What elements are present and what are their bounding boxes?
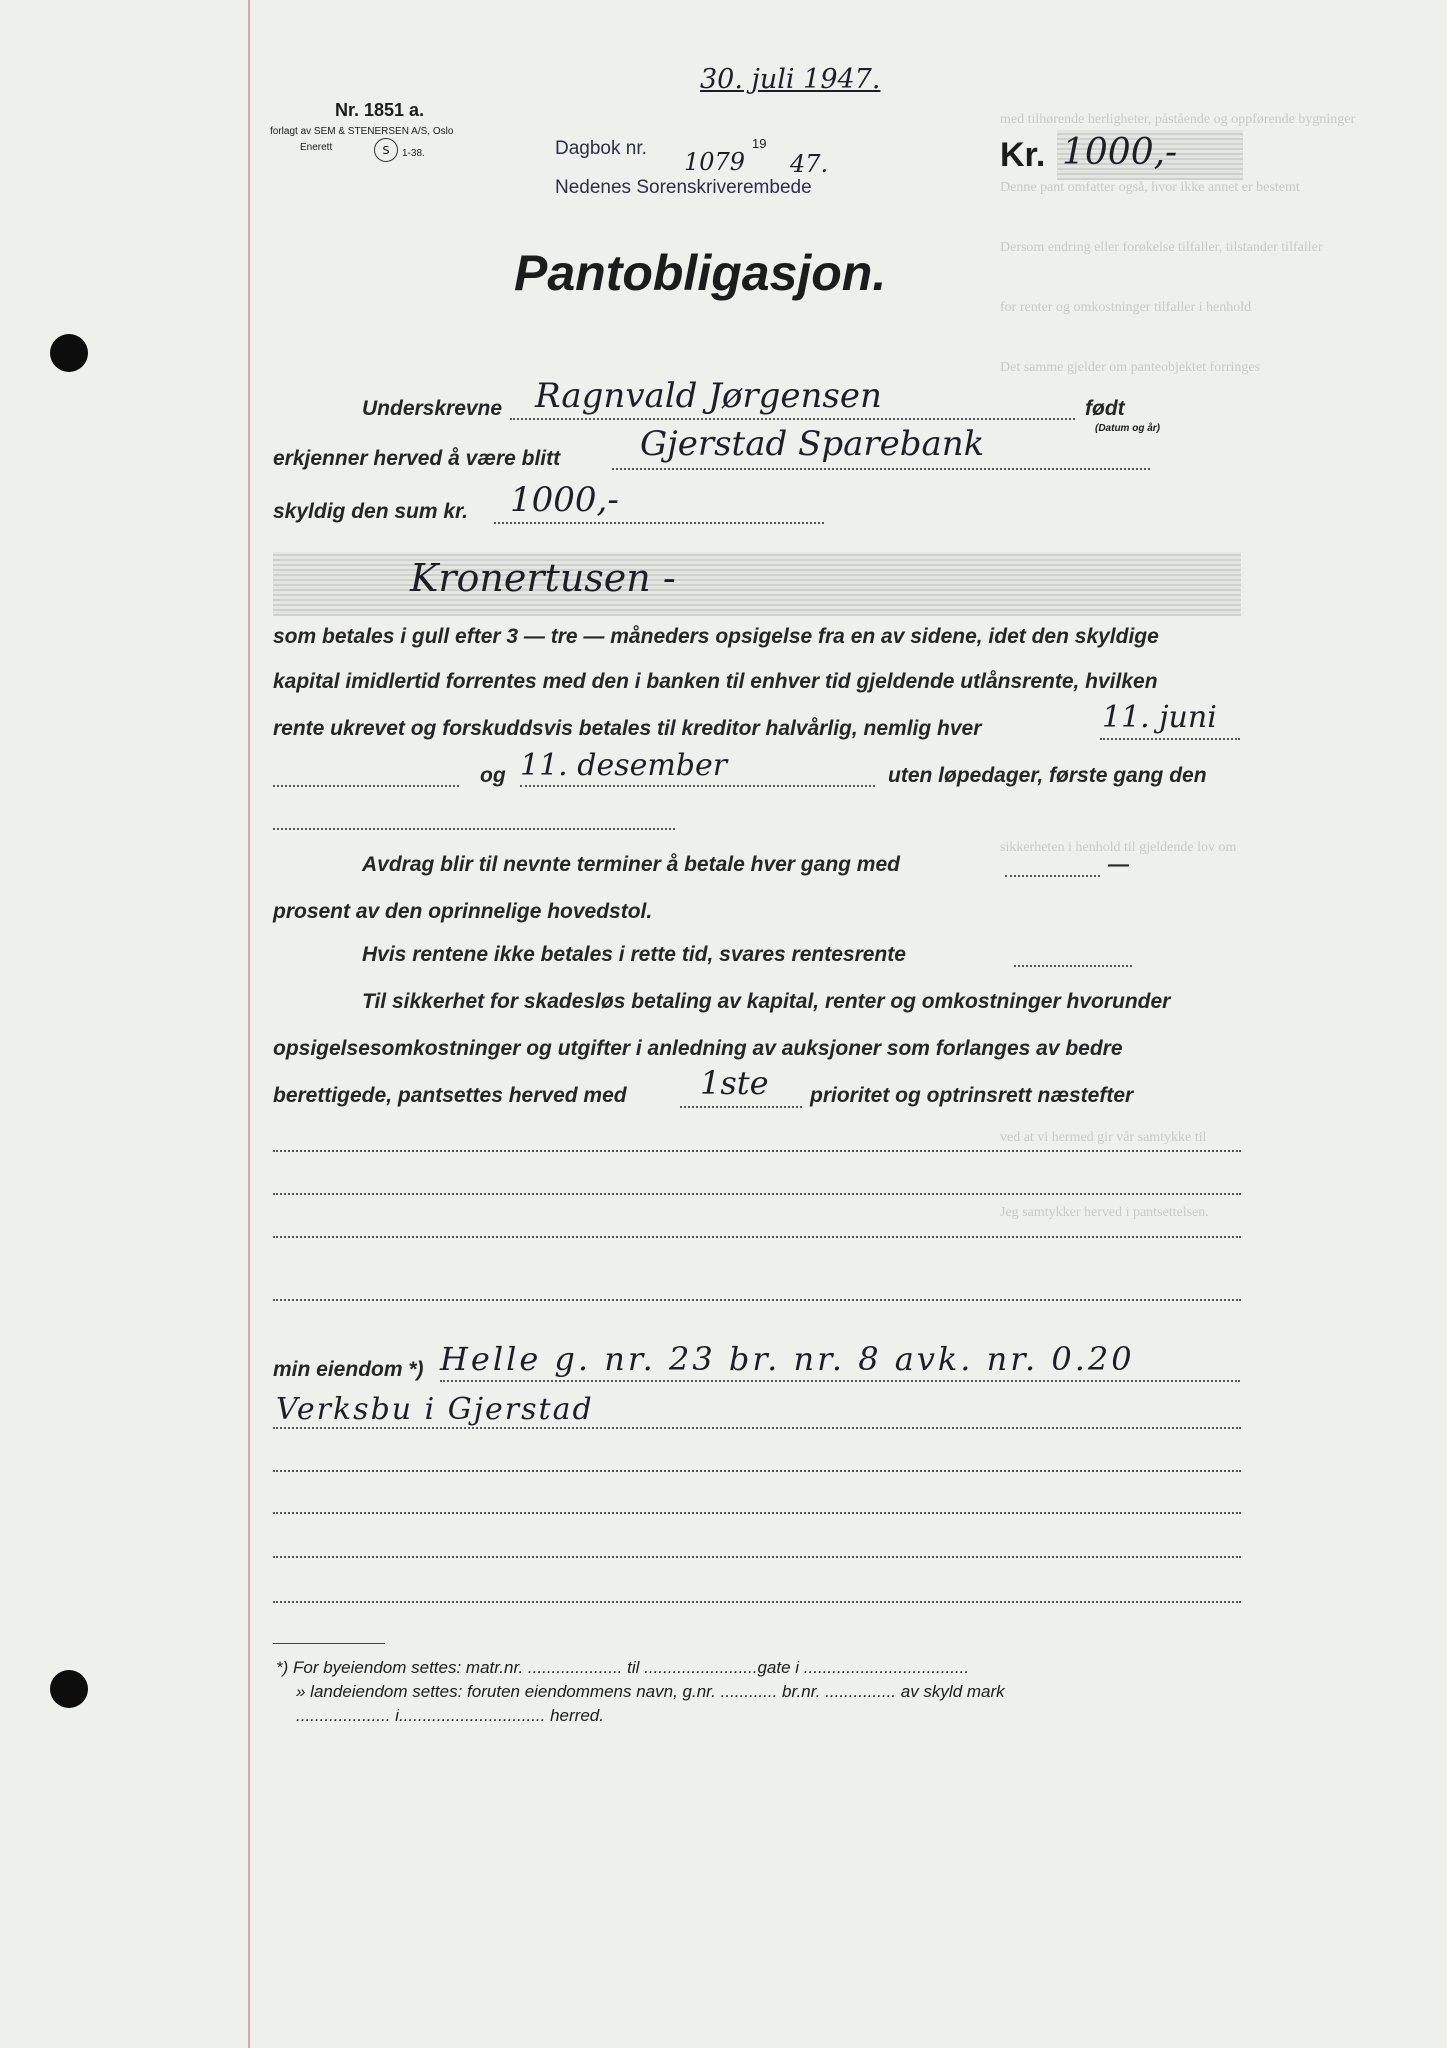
creditor-label: erkjenner herved å være blitt bbox=[273, 447, 561, 470]
security-line-1: Til sikkerhet for skadesløs betaling av kapital, renter og omkostninger hvorunder bbox=[362, 990, 1171, 1013]
property-line-6 bbox=[273, 1601, 1241, 1603]
terms-line-2: kapital imidlertid forrentes med den i banken til enhver tid gjeldende utlånsrente, hvilken bbox=[273, 670, 1158, 693]
blank-line-1 bbox=[273, 1150, 1241, 1152]
rentesrente-field-line bbox=[1014, 965, 1132, 967]
dagbok-number: 1079 bbox=[684, 148, 746, 176]
terms-line-1: som betales i gull efter 3 — tre — måneders opsigelse fra en av sidene, idet den skyldige bbox=[273, 625, 1159, 648]
terms-line-4-tail: uten løpedager, første gang den bbox=[888, 764, 1207, 787]
property-line-3 bbox=[273, 1470, 1241, 1472]
bleed-text: for renter og omkostninger tilfaller i henhold bbox=[1000, 300, 1252, 315]
berettigede-text: berettigede, pantsettes herved med bbox=[273, 1084, 627, 1107]
bleed-text: ved at vi hermed gir vår samtykke til bbox=[1000, 1130, 1207, 1145]
footnote-rule bbox=[273, 1643, 385, 1644]
date-heading: 30. juli 1947. bbox=[700, 64, 881, 95]
avdrag-text: Avdrag blir til nevnte terminer å betale hver gang med bbox=[362, 853, 900, 876]
property-field-line bbox=[440, 1380, 1240, 1382]
form-number: Nr. 1851 a. bbox=[335, 100, 425, 120]
prosent-text: prosent av den oprinnelige hovedstol. bbox=[273, 900, 653, 923]
dagbok-label: Dagbok nr. bbox=[555, 138, 647, 159]
publisher-seal-icon bbox=[374, 138, 398, 162]
creditor-field-line bbox=[612, 468, 1150, 470]
priority-tail: prioritet og optrinsrett næstefter bbox=[810, 1084, 1134, 1107]
bleed-text: Dersom endring eller forøkelse tilfaller, tilstander tilfaller bbox=[1000, 240, 1323, 255]
creditor-value[interactable]: Gjerstad Sparebank bbox=[640, 424, 985, 464]
publisher-code: 1-38. bbox=[402, 148, 425, 159]
first-payment-field-line bbox=[273, 828, 675, 830]
year-prefix: 19 bbox=[752, 136, 767, 151]
publisher: forlagt av SEM & STENERSEN A/S, Oslo bbox=[270, 126, 454, 137]
bleed-text: Jeg samtykker herved i pantsettelsen. bbox=[1000, 1205, 1209, 1220]
sum-label: skyldig den sum kr. bbox=[273, 500, 468, 523]
blank-field-line bbox=[273, 785, 459, 787]
document-title: Pantobligasjon. bbox=[514, 245, 887, 301]
property-value-line-2[interactable]: Verksbu i Gjerstad bbox=[276, 1392, 594, 1427]
exclusive-label: Enerett bbox=[300, 142, 333, 153]
punch-hole-top bbox=[50, 334, 88, 372]
svg-text:S: S bbox=[382, 144, 390, 157]
sum-field-line bbox=[494, 522, 824, 524]
date1-field-line bbox=[1100, 738, 1240, 740]
rentesrente-text: Hvis rentene ikke betales i rette tid, svares rentesrente bbox=[362, 943, 906, 966]
priority-field-line bbox=[680, 1106, 802, 1108]
property-line-5 bbox=[273, 1556, 1241, 1558]
property-line-4 bbox=[273, 1512, 1241, 1514]
undersigned-value[interactable]: Ragnvald Jørgensen bbox=[535, 376, 882, 416]
bleed-text: sikkerheten i henhold til gjeldende lov om bbox=[1000, 840, 1237, 855]
terms-line-3: rente ukrevet og forskuddsvis betales til kreditor halvårlig, nemlig hver bbox=[273, 717, 982, 740]
amount-value: 1000,- bbox=[1062, 132, 1178, 173]
punch-hole-bottom bbox=[50, 1670, 88, 1708]
blank-line-4 bbox=[273, 1299, 1241, 1301]
sum-value[interactable]: 1000,- bbox=[510, 480, 619, 520]
property-label: min eiendom *) bbox=[273, 1358, 424, 1381]
security-line-2: opsigelsesomkostninger og utgifter i anledning av auksjoner som forlanges av bedre bbox=[273, 1037, 1123, 1060]
undersigned-label: Underskrevne bbox=[362, 397, 503, 420]
born-hint: (Datum og år) bbox=[1095, 423, 1160, 434]
bleed-text: Det samme gjelder om panteobjektet forringes bbox=[1000, 360, 1261, 375]
payment-date-1[interactable]: 11. juni bbox=[1102, 700, 1217, 735]
currency-words-value[interactable]: Kronertusen - bbox=[410, 556, 676, 600]
footnote-line-2: » landeiendom settes: foruten eiendommens navn, g.nr. ............ br.nr. ............... av skyld mark bbox=[296, 1682, 1005, 1701]
year-suffix: 47. bbox=[790, 150, 829, 178]
blank-line-3 bbox=[273, 1236, 1241, 1238]
og-label: og bbox=[480, 764, 506, 787]
property-line-2 bbox=[273, 1427, 1241, 1429]
payment-date-2[interactable]: 11. desember bbox=[520, 748, 728, 783]
date2-field-line bbox=[520, 785, 875, 787]
footnote-line-3: .................... i............................... herred. bbox=[296, 1706, 604, 1725]
priority-value[interactable]: 1ste bbox=[700, 1064, 769, 1102]
avdrag-field-line bbox=[1005, 875, 1100, 877]
born-label: født bbox=[1085, 397, 1125, 420]
undersigned-field-line bbox=[510, 418, 1075, 420]
bleed-text: med tilhørende herligheter, påstående og oppførende bygninger bbox=[1000, 112, 1356, 127]
footnote-line-1: *) For byeiendom settes: matr.nr. .................... til ........................gate i ................................... bbox=[276, 1658, 970, 1677]
bleed-text: Denne pant omfatter også, hvor ikke annet er bestemt bbox=[1000, 180, 1300, 195]
amount-label: Kr. bbox=[1000, 136, 1046, 174]
blank-line-2 bbox=[273, 1193, 1241, 1195]
office-stamp: Nedenes Sorenskriverembede bbox=[555, 177, 812, 198]
margin-line bbox=[248, 0, 250, 2048]
avdrag-dash: — bbox=[1108, 853, 1129, 876]
property-value[interactable]: Helle g. nr. 23 br. nr. 8 avk. nr. 0.20 bbox=[440, 1340, 1135, 1378]
